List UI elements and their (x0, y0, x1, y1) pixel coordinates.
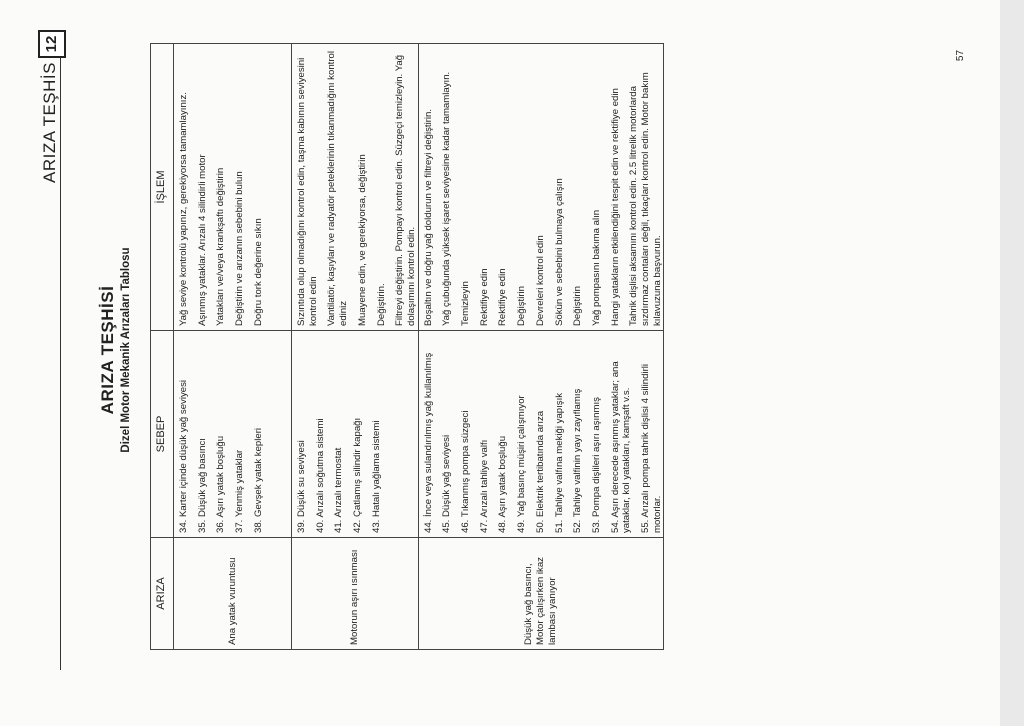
fault-cell: Motorun aşırı ısınması (292, 538, 419, 650)
section-title: ARIZA TEŞHİS (40, 62, 59, 183)
action-item: Değiştirin ve arızanın sebebini bulun (234, 171, 246, 326)
action-item: Sökün ve sebebini bulmaya çalışın (553, 178, 565, 326)
cause-item: 38. Gevşek yatak kepleri (252, 427, 264, 533)
action-item: Değiştirin. (375, 283, 387, 326)
action-item: Sızıntıda olup olmadığını kontrol edin, taşma kabının seviyesini kontrol edin (296, 57, 319, 326)
cause-item: 42. Çatlamış silindir kapağı (352, 417, 364, 533)
cause-item: 40. Arızalı soğutma sistemi (314, 418, 326, 533)
scan-edge (1000, 0, 1024, 726)
cause-item: 48. Aşırı yatak boşluğu (497, 435, 509, 533)
column-header-action: İŞLEM (151, 44, 174, 331)
cause-item: 34. Karter içinde düşük yağ seviyesi (178, 379, 189, 533)
cause-item: 36. Aşırı yatak boşluğu (215, 435, 227, 533)
cause-item: 35. Düşük yağ basıncı (196, 438, 208, 533)
action-cell (292, 44, 419, 331)
cause-item: 45. Düşük yağ seviyesi (441, 434, 453, 533)
cause-item: 49. Yağ basınç müşiri çalışmıyor (516, 395, 528, 533)
action-item: Doğru tork değerine sıkın (252, 218, 264, 326)
page-title: ARIZA TEŞHİSİ (98, 285, 117, 415)
cause-cell (292, 331, 419, 538)
action-item: Rektifiye edin (497, 268, 509, 326)
column-header-fault: ARIZA (151, 538, 174, 650)
cause-item: 41. Arızalı termostat (333, 447, 345, 533)
cause-item: 46. Tıkanmış pompa süzgeci (460, 410, 472, 533)
table-body (174, 44, 664, 650)
table-row (174, 44, 292, 650)
action-item: Değiştirin (572, 286, 584, 326)
action-item: Yatakları ve/veya krankşaftı değiştirin (215, 167, 227, 326)
action-item: Yağ seviye kontrolü yapınız, gerekiyorsa tamamlayınız. (178, 92, 189, 326)
fault-cell: Ana yatak vuruntusu (174, 538, 292, 650)
cause-cell (418, 331, 664, 538)
cause-item: 54. Aşırı derecede aşınmış yataklar; ana yataklar, kol yatakları, kamşaft v.s. (609, 361, 633, 533)
cause-item: 53. Pompa dişlileri aşırı aşınmış (590, 397, 602, 533)
cause-item: 51. Tahliye valfına mekiği yapışık (553, 392, 565, 533)
fault-table (150, 43, 664, 650)
chapter-number-box: 12 (38, 30, 66, 58)
action-item: Aşınmış yataklar. Arızalı 4 silindirli motor (196, 154, 208, 326)
cause-item: 44. İnce veya sulandırılmış yağ kullanılmış (422, 352, 434, 533)
column-header-cause: SEBEP (151, 331, 174, 538)
action-item: Filtreyi değiştirin. Pompayı kontrol edin. Süzgeçi temizleyin. Yağ dolaşımını kontrol edin. (394, 54, 417, 326)
page-number: 57 (955, 49, 967, 62)
action-item: Devreleri kontrol edin (534, 235, 546, 326)
cause-item: 39. Düşük su seviyesi (296, 440, 307, 533)
table-row (418, 44, 664, 650)
table-header-row (151, 44, 174, 650)
action-item: Değiştirin (516, 286, 528, 326)
action-cell (174, 44, 292, 331)
cause-item: 55. Arızalı pompa tahrik dişlisi 4 silindirli motorlar. (640, 363, 663, 533)
action-item: Muayene edin, ve gerekiyorsa, değiştirin (356, 154, 368, 326)
cause-item: 52. Tahliye valfinin yayı zayıflamış (572, 388, 584, 533)
cause-item: 43. Hatalı yağlama sistemi (370, 420, 382, 533)
action-item: Boşaltın ve doğru yağ doldurun ve filtreyi değiştirin. (422, 108, 434, 326)
action-item: Yağ pompasını bakıma alın (590, 209, 602, 326)
action-item: Vantilatör, kaşıyları ve radyatör peteklerinin tıkanmadığını kontrol ediniz (326, 51, 350, 326)
action-item: Tahrik dişlisi aksamını kontrol edin. 2.5 litrelik motorlarda sızdırmaz contaları değil, tıkaçları kontrol edin. Motor bakım kılavuzuna başvurun. (628, 72, 663, 326)
page-subtitle: Dizel Motor Mekanik Arızaları Tablosu (120, 247, 132, 453)
action-item: Hangi yatakların etkilendiğini tespit edin ve rektifiye edin (609, 88, 621, 326)
action-cell (418, 44, 664, 331)
cause-item: 47. Arızalı tahliye valfı (478, 439, 490, 533)
action-item: Rektifiye edin (478, 268, 490, 326)
header-rule (60, 30, 61, 670)
fault-cell: Düşük yağ basıncı, Motor çalışırken ikaz lambası yanıyor (418, 538, 664, 650)
action-item: Yağ çubuğunda yüksek işaret seviyesine kadar tamamlayın. (441, 71, 453, 326)
action-item: Temizleyin (460, 281, 472, 326)
cause-item: 37. Yenmiş yataklar (234, 449, 246, 533)
table-row (292, 44, 419, 650)
cause-item: 50. Elektrik tertibatında arıza (534, 410, 546, 533)
cause-cell (174, 331, 292, 538)
